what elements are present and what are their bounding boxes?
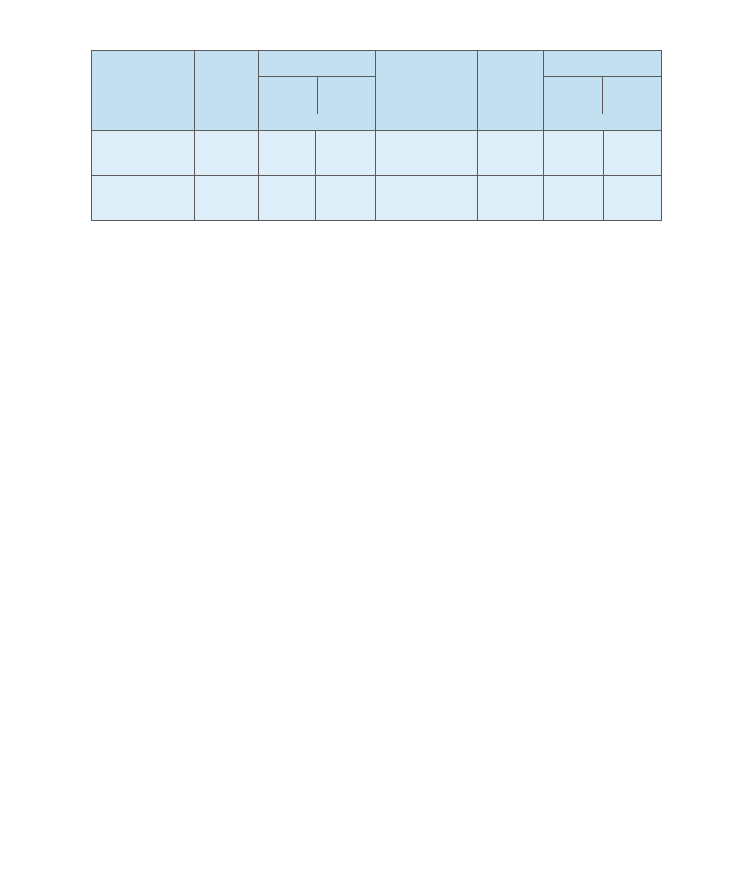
diameter-kfp-right bbox=[604, 131, 662, 176]
diameter-kfp-left bbox=[316, 131, 376, 176]
table-header-row bbox=[92, 51, 662, 131]
conductor-category-left bbox=[195, 131, 259, 176]
core-size-left bbox=[92, 131, 195, 176]
table-row bbox=[92, 131, 662, 176]
diameter-kff-right bbox=[544, 131, 604, 176]
col-header-diameter-right bbox=[544, 51, 662, 131]
col-header-category-left bbox=[195, 51, 259, 131]
sub-header-kfp bbox=[602, 77, 661, 114]
col-header-core-left bbox=[92, 51, 195, 131]
core-size-left bbox=[92, 176, 195, 221]
diameter-kff-left bbox=[259, 131, 316, 176]
diameter-kff-left bbox=[259, 176, 316, 221]
conductor-category-right bbox=[478, 131, 544, 176]
conductor-category-left bbox=[195, 176, 259, 221]
table-row bbox=[92, 176, 662, 221]
sub-header-kfp bbox=[317, 77, 376, 114]
diameter-kfp-left bbox=[316, 176, 376, 221]
core-size-right bbox=[376, 176, 478, 221]
core-size-right bbox=[376, 131, 478, 176]
sub-header-kff bbox=[259, 77, 317, 114]
sub-header-kff bbox=[544, 77, 602, 114]
col-header-diameter-left bbox=[259, 51, 376, 131]
conductor-category-right bbox=[478, 176, 544, 221]
diameter-kfp-right bbox=[604, 176, 662, 221]
col-header-category-right bbox=[478, 51, 544, 131]
cable-spec-table bbox=[91, 50, 662, 221]
col-header-core-right bbox=[376, 51, 478, 131]
table-body bbox=[92, 131, 662, 221]
diameter-kff-right bbox=[544, 176, 604, 221]
